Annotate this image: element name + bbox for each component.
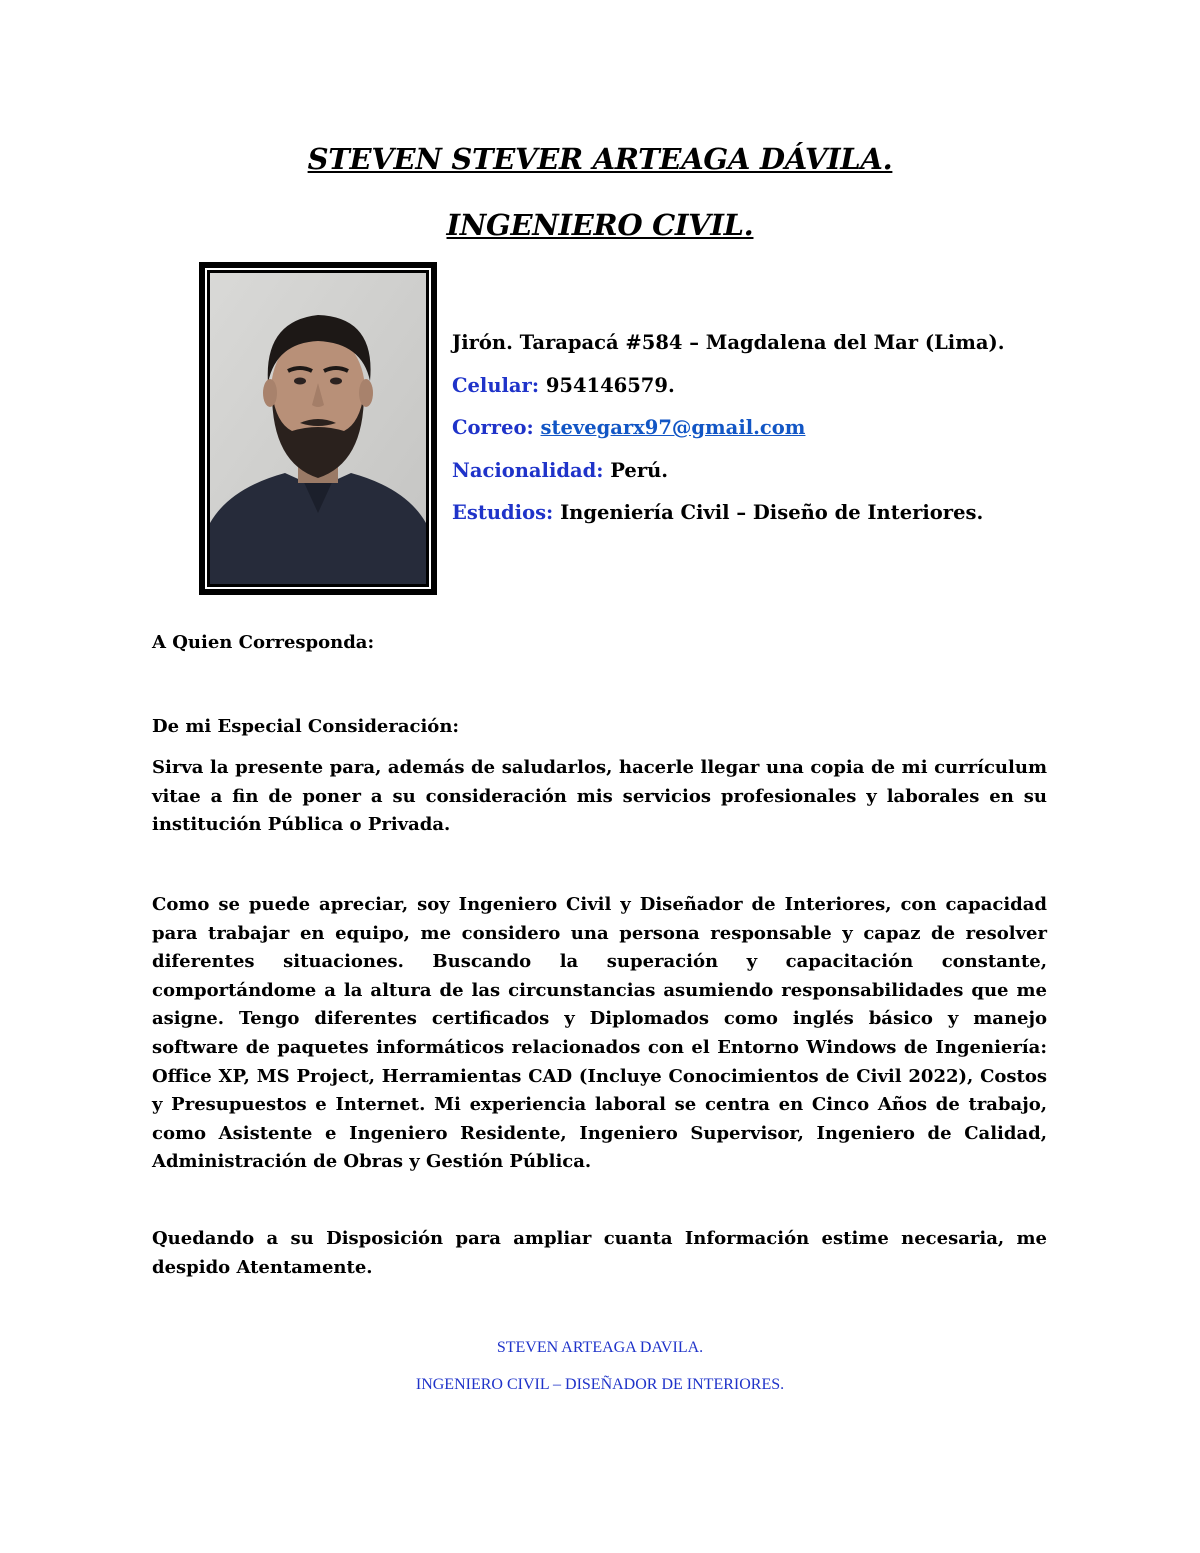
letter-greeting: A Quien Corresponda: [152,632,375,653]
address-line [452,322,1004,365]
phone-value: 954146579. [545,373,675,397]
portrait-image [210,273,426,584]
email-label: Correo: [452,416,534,439]
nationality-value: Perú. [610,458,669,482]
letter-paragraph-1: Sirva la presente para, además de saludarlos, hacerle llegar una copia de mi currículum vitae a fin de poner a su consideración mis servicios profesionales y laborales en su institución Pública o Privada. [152,757,1047,836]
letter-paragraph-3: Quedando a su Disposición para ampliar cuanta Información estime necesaria, me despido Atentamente. [152,1228,1047,1278]
phone-label: Celular: [452,373,540,397]
email-line [452,407,1004,450]
contact-info [452,322,1004,535]
email-link[interactable]: stevegarx97@gmail.com [540,416,806,439]
letter-paragraph-2: Como se puede apreciar, soy Ingeniero Civil y Diseñador de Interiores, con capacidad para trabajar en equipo, me considero una persona responsable y capaz de resolver diferentes situaciones. Buscando la superación y capacitación constante, comportándome a la altura de las circunstancias asumiendo responsabilidades que me asigne. Tengo diferentes certificados y Diplomados como inglés básico y manejo software de paquetes informáticos relacionados con el Entorno Windows de Ingeniería: Office XP, MS Project, Herramientas CAD (Incluye Conocimientos de Civil 2022), Costos y Presupuestos e Internet. Mi experiencia laboral se centra en Cinco Años de trabajo, como Asistente e Ingeniero Residente, Ingeniero Supervisor, Ingeniero de Calidad, Administración de Obras y Gestión Pública. [152,894,1047,1173]
applicant-profession: INGENIERO CIVIL. [446,208,754,242]
address-value: Jirón. Tarapacá #584 – Magdalena del Mar (Lima). [452,331,1005,354]
signature-name: STEVEN ARTEAGA DAVILA. [496,1339,704,1356]
studies-value: Ingeniería Civil – Diseño de Interiores. [560,501,984,524]
studies-line [452,492,1004,535]
applicant-name: STEVEN STEVER ARTEAGA DÁVILA. [307,142,893,176]
letter-salutation: De mi Especial Consideración: [152,716,460,737]
profile-photo [199,262,437,595]
nationality-label: Nacionalidad: [452,458,604,482]
nationality-line [452,450,1004,493]
studies-label: Estudios: [452,501,554,524]
signature-title: INGENIERO CIVIL – DISEÑADOR DE INTERIORES. [415,1376,785,1393]
phone-line [452,365,1004,408]
